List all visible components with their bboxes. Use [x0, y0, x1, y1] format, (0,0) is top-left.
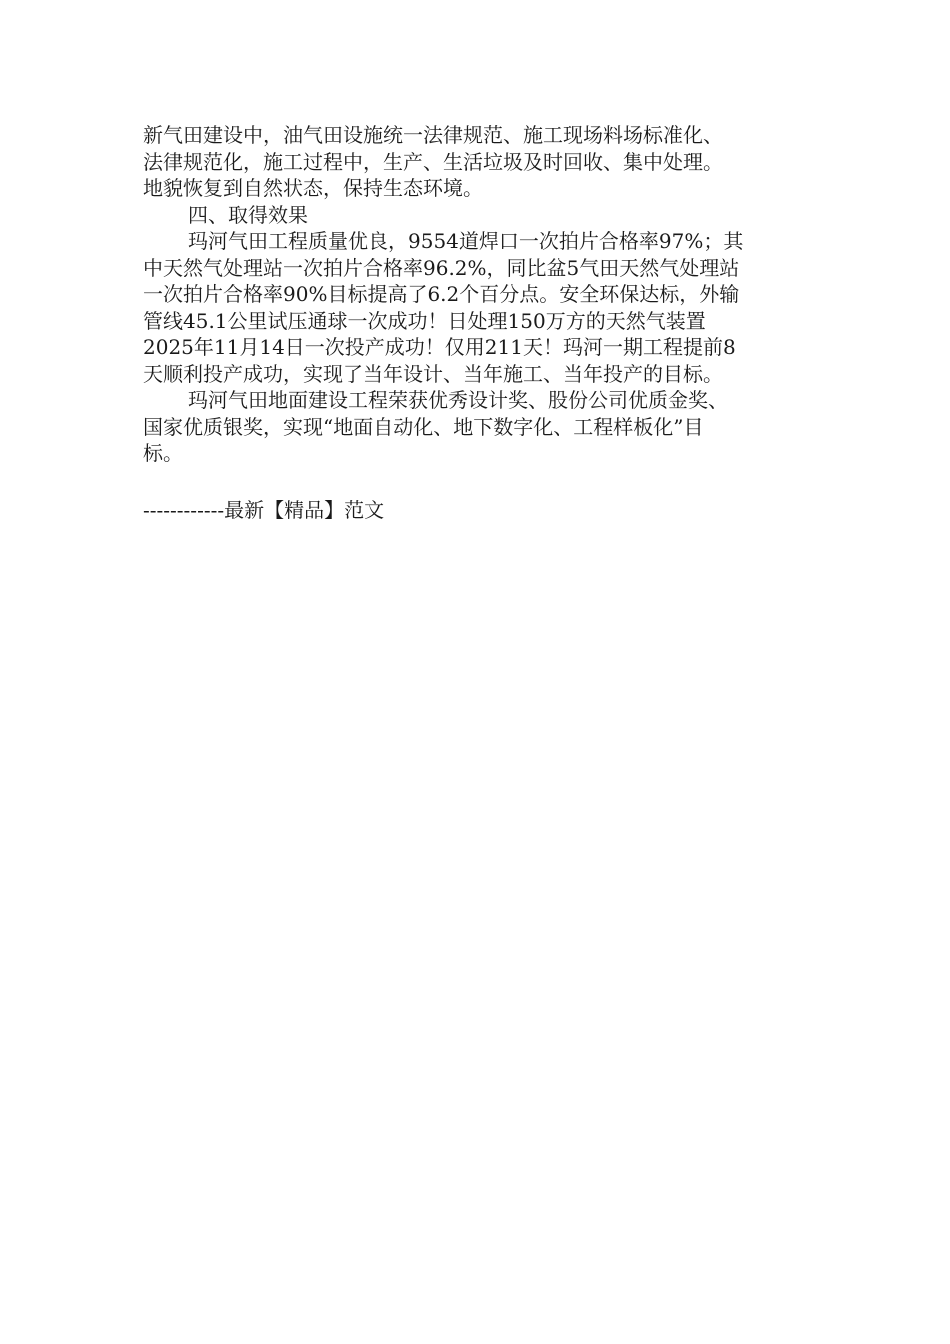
quality-line-3: 一次拍片合格率90%目标提高了6.2个百分点。安全环保达标，外输	[143, 282, 740, 306]
quality-line-6: 天顺利投产成功，实现了当年设计、当年施工、当年投产的目标。	[143, 361, 723, 386]
intro-line-1: 新气田建设中，油气田设施统一法律规范、施工现场料场标准化、	[143, 123, 723, 147]
quality-line-1: 玛河气田工程质量优良，9554道焊口一次拍片合格率97%；其	[188, 229, 744, 253]
footer-text: ------------最新【精品】范文	[143, 498, 385, 522]
quality-line-2: 中天然气处理站一次拍片合格率96.2%，同比盆5气田天然气处理站	[143, 255, 740, 280]
quality-line-4: 管线45.1公里试压通球一次成功！日处理150万方的天然气装置	[143, 308, 706, 333]
awards-line-2: 国家优质银奖，实现“地面自动化、地下数字化、工程样板化”目	[143, 414, 704, 439]
intro-line-3: 地貌恢复到自然状态，保持生态环境。	[143, 176, 483, 200]
awards-line-3: 标。	[143, 441, 183, 465]
awards-line-1: 玛河气田地面建设工程荣获优秀设计奖、股份公司优质金奖、	[188, 388, 728, 412]
quality-line-5: 2025年11月14日一次投产成功！仅用211天！玛河一期工程提前8	[143, 335, 736, 359]
document-body	[143, 122, 813, 467]
intro-line-2: 法律规范化，施工过程中，生产、生活垃圾及时回收、集中处理。	[143, 149, 723, 174]
section-heading: 四、取得效果	[188, 202, 308, 227]
